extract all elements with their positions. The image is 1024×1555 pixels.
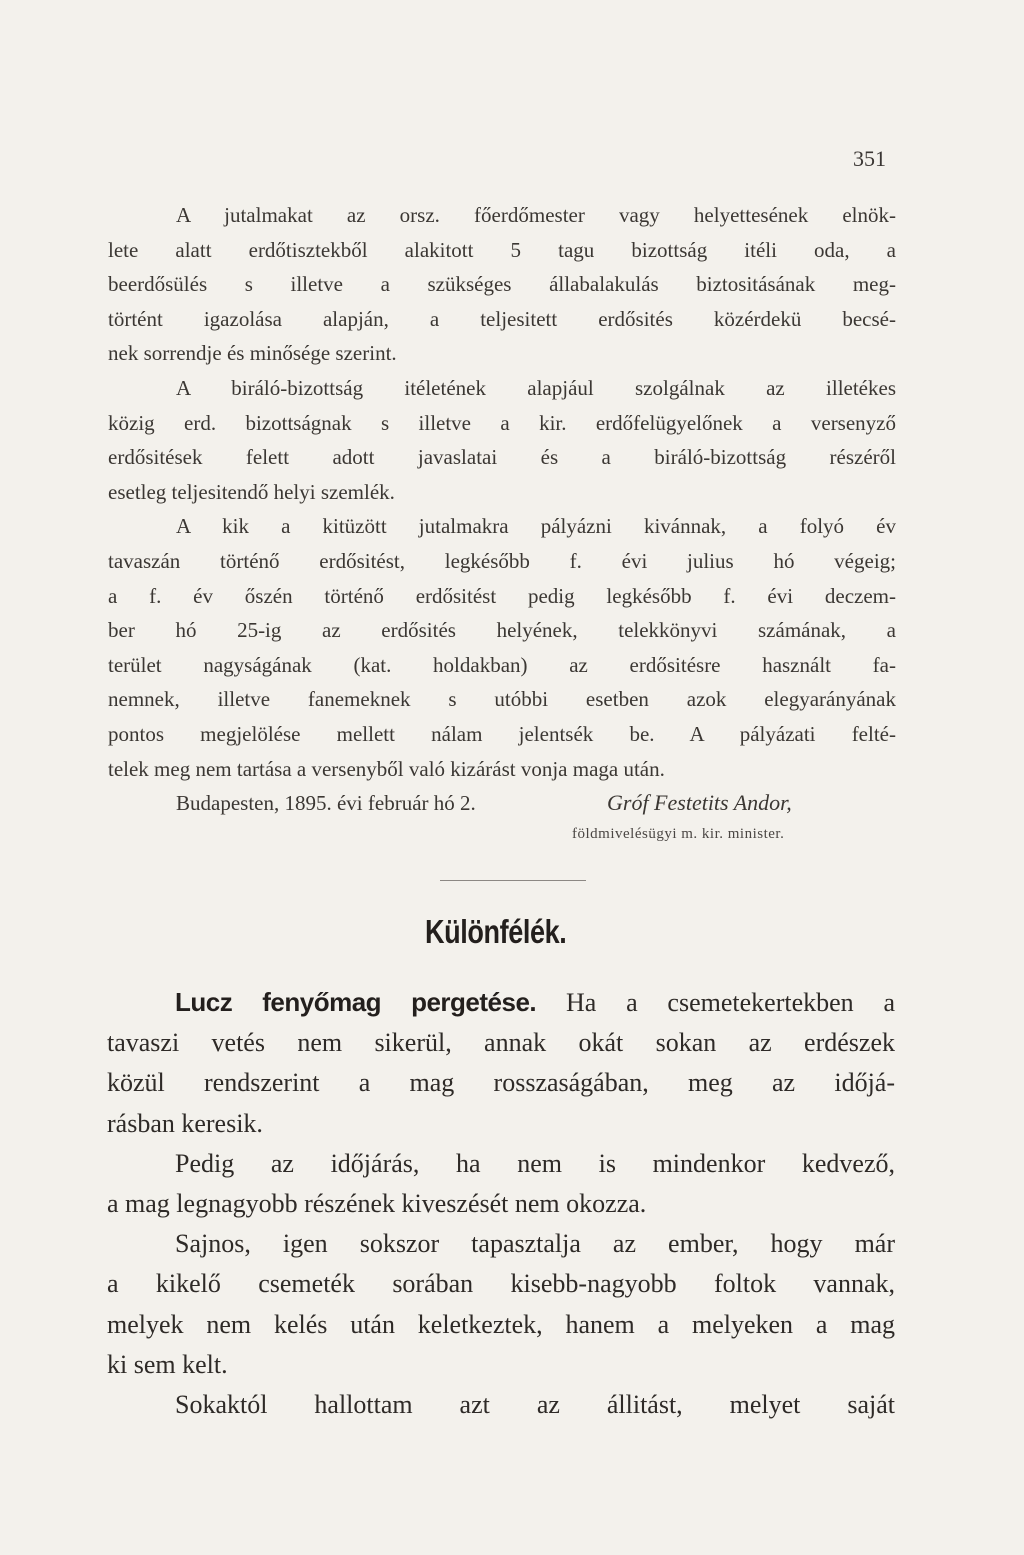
article-line: közül rendszerint a mag rosszaságában, meg az időjá- [107, 1068, 895, 1098]
article-line: melyek nem kelés után keletkeztek, hanem a melyeken a mag [107, 1309, 895, 1339]
article-run-head: Lucz fenyőmag pergetése. [175, 987, 537, 1017]
decree-line: A kik a kitüzött jutalmakra pályázni kivánnak, a folyó év [176, 514, 896, 539]
article-first-line [107, 982, 895, 1023]
decree-line: Budapesten, 1895. évi február hó 2. [176, 791, 476, 816]
article-line: Sokaktól hallottam azt az állitást, melyet saját [175, 1390, 895, 1420]
signature-name: Gróf Festetits Andor, [607, 790, 792, 815]
decree-line: történt igazolása alapján, a teljesitett erdősités közérdekü becsé- [108, 306, 896, 331]
article-text [107, 982, 895, 1425]
decree-line: pontos megjelölése mellett nálam jelentsék be. A pályázati felté- [108, 721, 896, 746]
signature-title: földmivelésügyi m. kir. minister. [572, 826, 785, 842]
decree-line: erdősitések felett adott javaslatai és a biráló-bizottság részéről [108, 445, 896, 470]
decree-line: ber hó 25-ig az erdősités helyének, telekkönyvi számának, a [108, 618, 896, 643]
decree-line: nek sorrendje és minősége szerint. [108, 341, 397, 366]
decree-line: telek meg nem tartása a versenyből való kizárást vonja maga után. [108, 756, 665, 781]
section-divider [440, 880, 586, 881]
decree-line: esetleg teljesitendő helyi szemlék. [108, 479, 395, 504]
decree-line: A jutalmakat az orsz. főerdőmester vagy helyettesének elnök- [176, 203, 896, 227]
decree-line: nemnek, illetve fanemeknek s utóbbi esetben azok elegyarányának [108, 687, 896, 712]
article-line: a kikelő csemeték sorában kisebb-nagyobb foltok vannak, [107, 1269, 895, 1299]
article-line: a mag legnagyobb részének kiveszését nem okozza. [107, 1189, 647, 1219]
page-number: 351 [853, 146, 886, 171]
decree-line: terület nagyságának (kat. holdakban) az erdősitésre használt fa- [108, 652, 896, 677]
article-line: Sajnos, igen sokszor tapasztalja az ember, hogy már [175, 1229, 895, 1259]
decree-line: közig erd. bizottságnak s illetve a kir. erdőfelügyelőnek a versenyző [108, 410, 896, 435]
article-line: rásban keresik. [107, 1108, 263, 1138]
article-line: Ha a csemetekertekben a [536, 988, 895, 1017]
decree-line: A biráló-bizottság itéletének alapjául szolgálnak az illetékes [176, 375, 896, 400]
decree-text [108, 198, 896, 821]
section-title: Különfélék. [425, 913, 567, 950]
decree-line: tavaszán történő erdősitést, legkésőbb f. évi julius hó végeig; [108, 548, 896, 573]
decree-line: lete alatt erdőtisztekből alakitott 5 tagu bizottság itéli oda, a [108, 237, 896, 262]
article-line: tavaszi vetés nem sikerül, annak okát sokan az erdészek [107, 1028, 895, 1058]
article-line: ki sem kelt. [107, 1349, 228, 1379]
decree-line: a f. év őszén történő erdősitést pedig legkésőbb f. évi deczem- [108, 583, 896, 608]
decree-line: beerdősülés s illetve a szükséges állabalakulás biztositásának meg- [108, 272, 896, 297]
article-line: Pedig az időjárás, ha nem is mindenkor kedvező, [175, 1148, 895, 1178]
